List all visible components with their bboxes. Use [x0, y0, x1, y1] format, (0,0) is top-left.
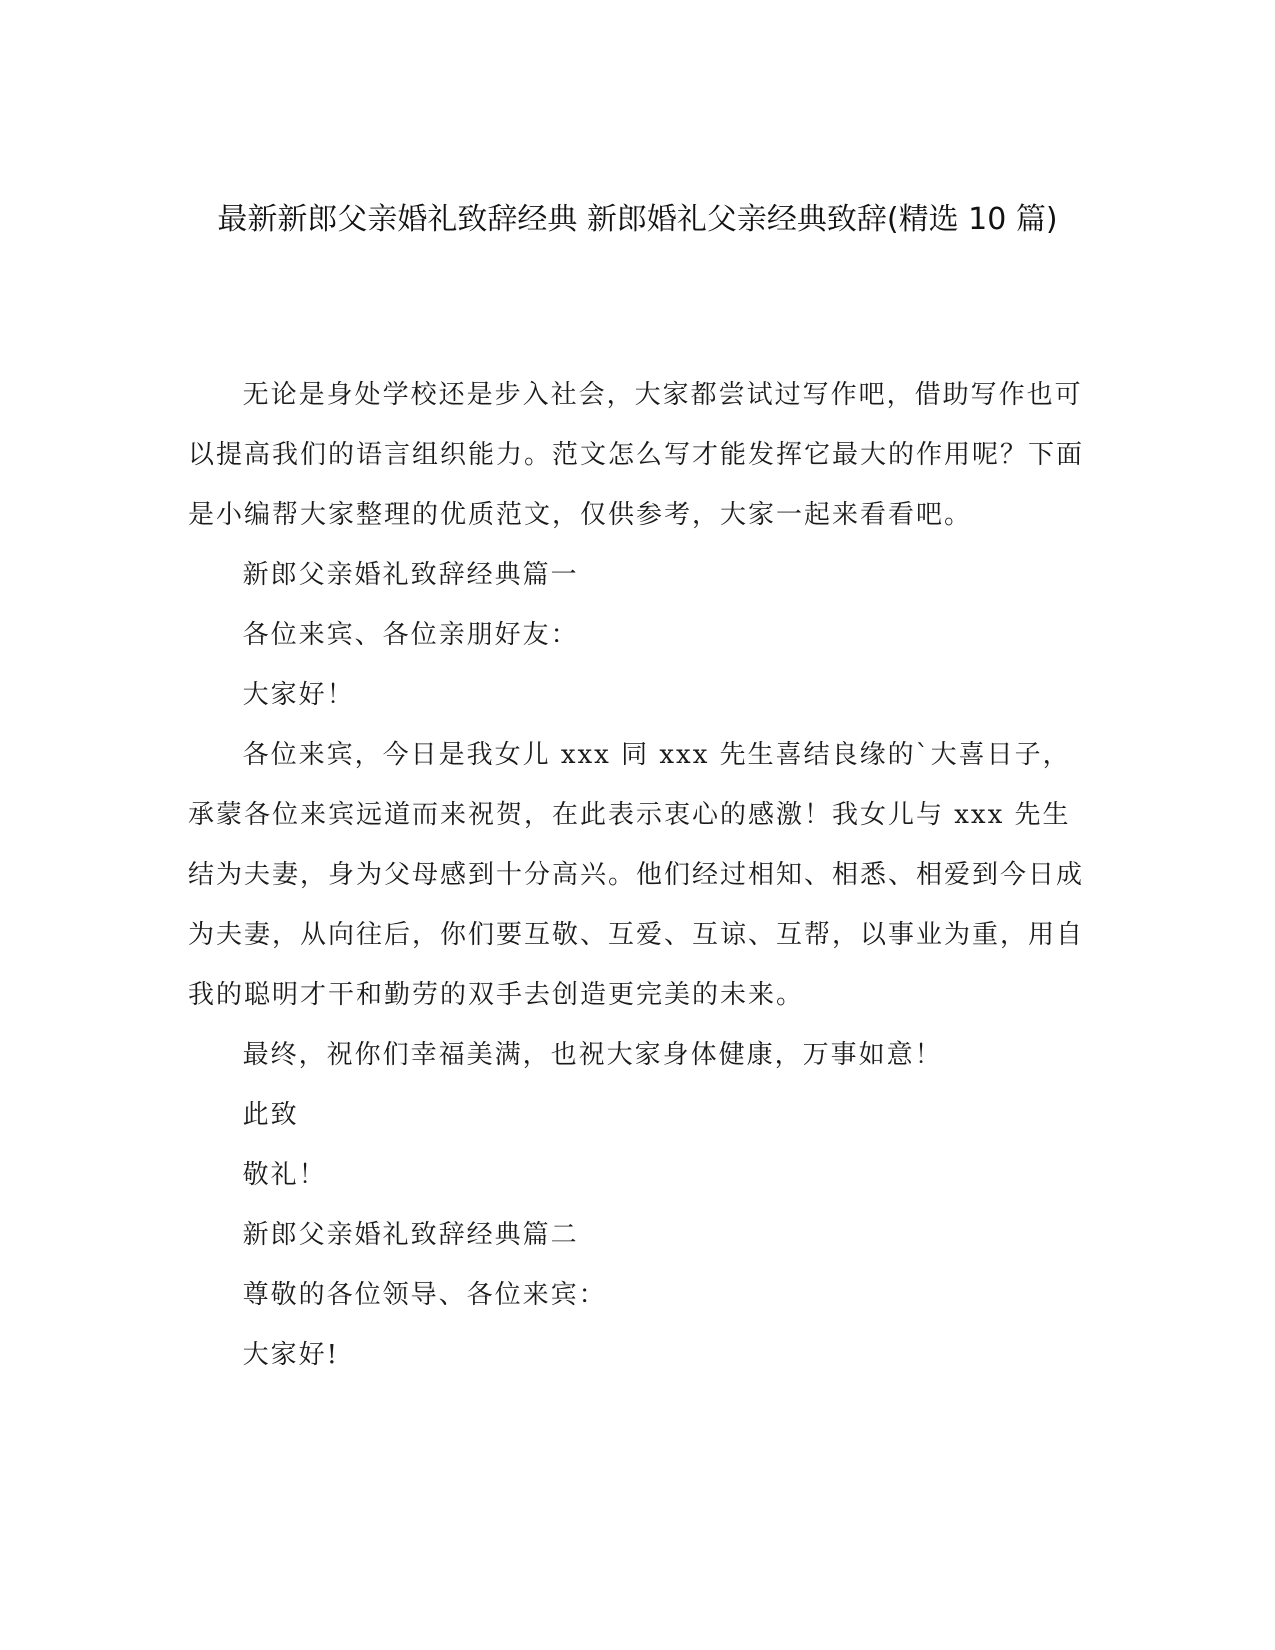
intro-paragraph: 无论是身处学校还是步入社会，大家都尝试过写作吧，借助写作也可以提高我们的语言组织能力。范文怎么写才能发挥它最大的作用呢？下面是小编帮大家整理的优质范文，仅供参考，大家一起来看看吧。	[188, 380, 1085, 530]
closing-salute: 敬礼！	[242, 1160, 327, 1190]
section-heading-1: 新郎父亲婚礼致辞经典篇一	[242, 560, 579, 590]
speech-paragraph: 各位来宾，今日是我女儿 xxx 同 xxx 先生喜结良缘的`大喜日子，承蒙各位来宾远道而来祝贺，在此表示衷心的感激！我女儿与 xxx 先生结为夫妻，身为父母感到十分高兴。他们经过相知、相悉、相爱到今日成为夫妻，从向往后，你们要互敬、互爱、互谅、互帮，以事业为重，用自我的聪明才干和勤劳的双手去创造更完美的未来。	[188, 740, 1085, 1010]
greeting: 大家好！	[242, 680, 355, 710]
closing-wish: 最终，祝你们幸福美满，也祝大家身体健康，万事如意！	[242, 1040, 943, 1070]
section-heading-2: 新郎父亲婚礼致辞经典篇二	[242, 1220, 579, 1250]
document-body	[188, 365, 1088, 1385]
salutation: 各位来宾、各位亲朋好友：	[242, 620, 579, 650]
document-title: 最新新郎父亲婚礼致辞经典 新郎婚礼父亲经典致辞(精选 10 篇)	[217, 202, 1058, 237]
salutation-2: 尊敬的各位领导、各位来宾：	[242, 1280, 607, 1310]
closing-phrase: 此致	[242, 1100, 299, 1130]
greeting-2: 大家好!	[242, 1340, 340, 1370]
